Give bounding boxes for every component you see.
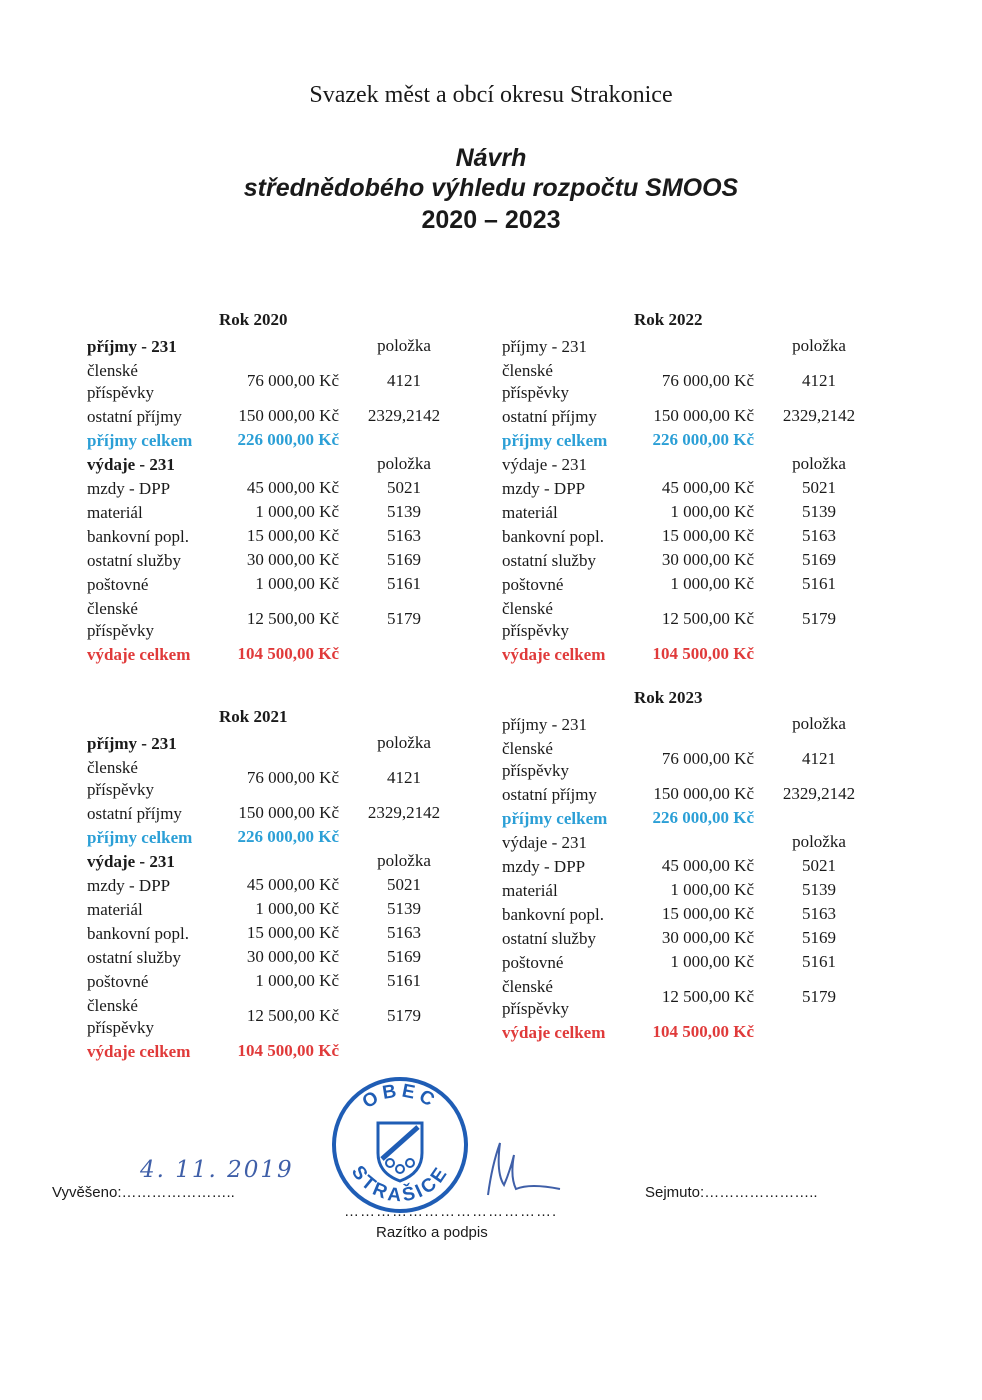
expense-row-label xyxy=(502,880,558,902)
budget-block-3 xyxy=(87,707,467,1087)
expense-col-label: položka xyxy=(792,454,846,473)
expense-row-amount: 1 000,00 Kč xyxy=(670,880,754,899)
income-row-label xyxy=(502,784,597,806)
income-row-code: 2329,2142 xyxy=(782,784,856,803)
expense-header: výdaje - 231 xyxy=(87,852,175,871)
income-row-amount: 150 000,00 Kč xyxy=(238,406,339,425)
expense-col-label: položka xyxy=(377,454,431,473)
expense-row-label-line1: poštovné xyxy=(87,575,149,594)
income-row-amount: 76 000,00 Kč xyxy=(246,768,339,787)
expense-row-amount: 15 000,00 Kč xyxy=(246,526,339,545)
expense-row-amount: 1 000,00 Kč xyxy=(255,574,339,593)
expense-row-amount: 30 000,00 Kč xyxy=(246,550,339,569)
expense-row-code: 5161 xyxy=(387,574,421,593)
expense-row-code: 5179 xyxy=(387,609,421,628)
income-row-label-line1: členské xyxy=(87,361,138,380)
expense-row-code: 5161 xyxy=(387,971,421,990)
expense-row-label xyxy=(87,574,148,596)
expense-row-label-line1: mzdy - DPP xyxy=(502,857,586,876)
income-row-label-line2: příspěvky xyxy=(502,383,570,402)
expense-row-amount: 1 000,00 Kč xyxy=(670,502,754,521)
expense-row-code: 5179 xyxy=(802,987,836,1006)
expense-row-label-line1: mzdy - DPP xyxy=(87,479,171,498)
expense-row-label xyxy=(87,502,143,524)
signature-line: …………………………………. xyxy=(344,1203,558,1220)
expense-row-amount: 30 000,00 Kč xyxy=(661,928,754,947)
income-col-label: položka xyxy=(792,714,846,733)
expense-row-label-line1: mzdy - DPP xyxy=(502,479,586,498)
expense-row-label xyxy=(87,550,181,572)
expense-row-amount: 15 000,00 Kč xyxy=(661,904,754,923)
expense-row-label-line1: poštovné xyxy=(502,575,564,594)
expense-row-label xyxy=(502,478,585,500)
expense-row-label xyxy=(87,995,154,1039)
income-row-label-line1: ostatní příjmy xyxy=(87,407,182,426)
expense-row-code: 5179 xyxy=(802,609,836,628)
expense-row-label xyxy=(502,904,604,926)
expense-col-label: položka xyxy=(792,832,846,851)
expense-row-code: 5163 xyxy=(802,526,836,545)
signature-label: Razítko a podpis xyxy=(376,1224,488,1241)
income-row-label-line2: příspěvky xyxy=(502,761,570,780)
expense-row-code: 5139 xyxy=(802,502,836,521)
removed-label: Sejmuto:………………….. xyxy=(645,1184,818,1201)
expense-row-label-line1: členské xyxy=(502,977,553,996)
income-row-label xyxy=(87,406,182,428)
income-row-amount: 150 000,00 Kč xyxy=(238,803,339,822)
expense-row-label xyxy=(87,947,181,969)
income-row-code: 2329,2142 xyxy=(367,803,441,822)
expense-row-label xyxy=(87,526,189,548)
expense-row-label xyxy=(502,976,569,1020)
expense-row-label-line1: poštovné xyxy=(87,972,149,991)
income-row-code: 4121 xyxy=(387,371,421,390)
expense-row-amount: 30 000,00 Kč xyxy=(661,550,754,569)
income-row-amount: 150 000,00 Kč xyxy=(653,784,754,803)
income-row-label-line1: členské xyxy=(502,739,553,758)
expense-row-label xyxy=(502,928,596,950)
expense-row-label-line2: příspěvky xyxy=(87,1018,155,1037)
expense-row-label-line1: členské xyxy=(87,599,138,618)
income-total-amount: 226 000,00 Kč xyxy=(237,827,339,846)
expense-row-amount: 45 000,00 Kč xyxy=(661,856,754,875)
block-year: Rok 2022 xyxy=(634,310,703,329)
expense-row-label xyxy=(87,478,170,500)
expense-row-code: 5169 xyxy=(802,550,836,569)
expense-row-label xyxy=(87,899,143,921)
income-col-label: položka xyxy=(377,733,431,752)
income-row-label-line1: ostatní příjmy xyxy=(87,804,182,823)
income-row-label xyxy=(502,360,569,404)
expense-row-label xyxy=(87,923,189,945)
income-row-amount: 76 000,00 Kč xyxy=(661,371,754,390)
income-total-label: příjmy celkem xyxy=(87,431,193,450)
income-row-label-line2: příspěvky xyxy=(87,780,155,799)
expense-row-code: 5169 xyxy=(387,550,421,569)
expense-total-label: výdaje celkem xyxy=(87,1042,191,1061)
expense-row-code: 5021 xyxy=(387,875,421,894)
expense-row-amount: 45 000,00 Kč xyxy=(246,478,339,497)
expense-row-label-line1: ostatní služby xyxy=(502,551,596,570)
budget-block-2 xyxy=(502,310,882,690)
income-row-label-line1: ostatní příjmy xyxy=(502,407,597,426)
income-row-code: 2329,2142 xyxy=(367,406,441,425)
income-header: příjmy - 231 xyxy=(502,337,587,356)
expense-row-amount: 1 000,00 Kč xyxy=(670,952,754,971)
income-header: příjmy - 231 xyxy=(502,715,587,734)
expense-row-label xyxy=(502,502,558,524)
expense-row-label-line1: ostatní služby xyxy=(87,948,181,967)
income-row-label xyxy=(502,406,597,428)
expense-row-code: 5169 xyxy=(802,928,836,947)
expense-row-code: 5021 xyxy=(802,478,836,497)
expense-row-label xyxy=(87,875,170,897)
expense-total-amount: 104 500,00 Kč xyxy=(652,644,754,663)
income-row-label-line1: členské xyxy=(87,758,138,777)
expense-total-label: výdaje celkem xyxy=(502,645,606,664)
expense-row-label-line1: materiál xyxy=(502,503,558,522)
organization-name: Svazek měst a obcí okresu Strakonice xyxy=(309,82,673,108)
expense-row-code: 5021 xyxy=(802,856,836,875)
expense-total-amount: 104 500,00 Kč xyxy=(237,644,339,663)
expense-header: výdaje - 231 xyxy=(502,833,587,852)
expense-row-label xyxy=(502,856,585,878)
expense-row-label-line1: materiál xyxy=(502,881,558,900)
income-row-code: 4121 xyxy=(802,749,836,768)
income-row-label xyxy=(87,360,154,404)
income-total-amount: 226 000,00 Kč xyxy=(237,430,339,449)
expense-row-label-line1: členské xyxy=(87,996,138,1015)
expense-row-code: 5163 xyxy=(387,526,421,545)
expense-row-label-line1: materiál xyxy=(87,503,143,522)
income-col-label: položka xyxy=(377,336,431,355)
income-total-label: příjmy celkem xyxy=(87,828,193,847)
income-header: příjmy - 231 xyxy=(87,734,177,753)
budget-block-4 xyxy=(502,688,882,1068)
expense-row-code: 5139 xyxy=(387,502,421,521)
expense-row-label xyxy=(502,550,596,572)
stamp-seal xyxy=(330,1075,470,1215)
expense-total-amount: 104 500,00 Kč xyxy=(652,1022,754,1041)
expense-row-amount: 1 000,00 Kč xyxy=(255,899,339,918)
expense-row-code: 5179 xyxy=(387,1006,421,1025)
stamp-bottom-text: STRAŠICE xyxy=(346,1162,454,1207)
expense-row-amount: 45 000,00 Kč xyxy=(661,478,754,497)
expense-row-label-line1: poštovné xyxy=(502,953,564,972)
expense-row-label xyxy=(87,971,148,993)
income-col-label: položka xyxy=(792,336,846,355)
block-year: Rok 2021 xyxy=(219,707,288,726)
income-row-label-line1: ostatní příjmy xyxy=(502,785,597,804)
expense-row-amount: 30 000,00 Kč xyxy=(246,947,339,966)
expense-row-code: 5161 xyxy=(802,574,836,593)
expense-row-label-line1: ostatní služby xyxy=(87,551,181,570)
expense-row-label-line1: bankovní popl. xyxy=(502,905,604,924)
expense-total-label: výdaje celkem xyxy=(87,645,191,664)
expense-row-label-line1: bankovní popl. xyxy=(502,527,604,546)
expense-row-amount: 12 500,00 Kč xyxy=(246,1006,339,1025)
expense-header: výdaje - 231 xyxy=(502,455,587,474)
expense-row-code: 5163 xyxy=(802,904,836,923)
expense-header: výdaje - 231 xyxy=(87,455,175,474)
document-subtitle: střednědobého výhledu rozpočtu SMOOS xyxy=(243,174,739,202)
expense-row-label-line1: materiál xyxy=(87,900,143,919)
expense-row-label-line1: bankovní popl. xyxy=(87,924,189,943)
expense-col-label: položka xyxy=(377,851,431,870)
expense-row-label xyxy=(87,598,154,642)
income-row-label xyxy=(87,803,182,825)
expense-row-code: 5139 xyxy=(387,899,421,918)
stamp-top-text: OBEC xyxy=(358,1080,442,1114)
stamp-icon xyxy=(330,1075,470,1215)
expense-row-label-line1: bankovní popl. xyxy=(87,527,189,546)
expense-row-amount: 1 000,00 Kč xyxy=(255,971,339,990)
expense-row-amount: 1 000,00 Kč xyxy=(670,574,754,593)
expense-row-amount: 15 000,00 Kč xyxy=(661,526,754,545)
expense-total-label: výdaje celkem xyxy=(502,1023,606,1042)
posted-date-handwritten: 4. 11. 2019 xyxy=(140,1157,294,1183)
expense-row-code: 5169 xyxy=(387,947,421,966)
expense-row-label-line2: příspěvky xyxy=(87,621,155,640)
expense-row-label-line1: ostatní služby xyxy=(502,929,596,948)
income-total-label: příjmy celkem xyxy=(502,431,608,450)
posted-label: Vyvěšeno:………………….. xyxy=(52,1184,235,1201)
income-row-label-line1: členské xyxy=(502,361,553,380)
income-row-amount: 150 000,00 Kč xyxy=(653,406,754,425)
expense-row-amount: 45 000,00 Kč xyxy=(246,875,339,894)
expense-row-label-line2: příspěvky xyxy=(502,621,570,640)
income-header: příjmy - 231 xyxy=(87,337,177,356)
income-row-code: 2329,2142 xyxy=(782,406,856,425)
block-year: Rok 2020 xyxy=(219,310,288,329)
expense-row-label-line2: příspěvky xyxy=(502,999,570,1018)
block-year: Rok 2023 xyxy=(634,688,703,707)
document-years: 2020 – 2023 xyxy=(421,206,561,234)
expense-row-amount: 15 000,00 Kč xyxy=(246,923,339,942)
expense-row-label xyxy=(502,952,563,974)
budget-block-1 xyxy=(87,310,467,690)
expense-row-label xyxy=(502,598,569,642)
income-row-amount: 76 000,00 Kč xyxy=(246,371,339,390)
signature-icon xyxy=(470,1125,570,1205)
expense-row-code: 5163 xyxy=(387,923,421,942)
income-row-code: 4121 xyxy=(387,768,421,787)
expense-row-code: 5021 xyxy=(387,478,421,497)
income-row-label-line2: příspěvky xyxy=(87,383,155,402)
expense-row-amount: 12 500,00 Kč xyxy=(661,609,754,628)
expense-row-amount: 1 000,00 Kč xyxy=(255,502,339,521)
expense-row-amount: 12 500,00 Kč xyxy=(661,987,754,1006)
income-row-amount: 76 000,00 Kč xyxy=(661,749,754,768)
income-total-amount: 226 000,00 Kč xyxy=(652,430,754,449)
expense-row-code: 5161 xyxy=(802,952,836,971)
expense-row-amount: 12 500,00 Kč xyxy=(246,609,339,628)
income-row-code: 4121 xyxy=(802,371,836,390)
expense-row-label xyxy=(502,574,563,596)
expense-total-amount: 104 500,00 Kč xyxy=(237,1041,339,1060)
income-row-label xyxy=(87,757,154,801)
expense-row-label-line1: členské xyxy=(502,599,553,618)
expense-row-code: 5139 xyxy=(802,880,836,899)
income-row-label xyxy=(502,738,569,782)
expense-row-label xyxy=(502,526,604,548)
document-title: Návrh xyxy=(455,144,527,172)
expense-row-label-line1: mzdy - DPP xyxy=(87,876,171,895)
income-total-label: příjmy celkem xyxy=(502,809,608,828)
income-total-amount: 226 000,00 Kč xyxy=(652,808,754,827)
